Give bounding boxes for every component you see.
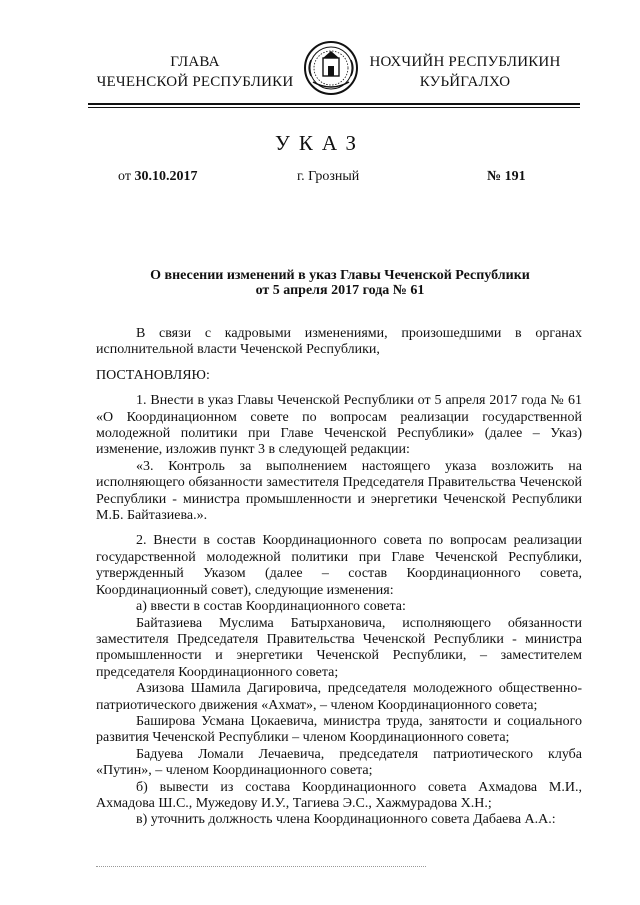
paragraph: б) вывести из состава Координационного совета Ахмадова М.И., Ахмадова Ш.С., Мужедову И.У., Тагиева Э.С., Хажмурадова Х.Н.; xyxy=(96,779,582,811)
date-value: 30.10.2017 xyxy=(134,169,198,184)
paragraph-decree: ПОСТАНОВЛЯЮ: xyxy=(96,367,210,383)
number-prefix: № xyxy=(487,169,502,184)
paragraph: 2. Внести в состав Координационного совета по вопросам реализации государственной молодежной политики при Главе Чеченской Республики, утвержденный Указом (далее – состав Координационного совета, Координационный совет), следующие изменения: xyxy=(96,533,582,598)
header-right-line1: НОХЧИЙН РЕСПУБЛИКИН xyxy=(369,54,561,70)
paragraph: Бадуева Ломали Лечаевича, председателя патриотического клуба «Путин», – членом Координационного совета; xyxy=(96,746,582,779)
paragraph: «3. Контроль за выполнением настоящего указа возложить на исполняющего обязанности заместителя Председателя Правительства Чеченской Республики - министра промышленности и энергетики Чеченской Республики М.Б. Байтазиева.». xyxy=(96,458,582,524)
document-number xyxy=(487,169,526,185)
document-subject xyxy=(80,268,600,298)
subject-line1: О внесении изменений в указ Главы Чеченской Республики xyxy=(150,268,530,283)
paragraph: Байтазиева Муслима Батырхановича, исполняющего обязанности заместителя Председателя Правительства Чеченской Республики - министра промышленности и энергетики Чеченской Республики, – заместителем председателя Координационного совета; xyxy=(96,615,582,680)
number-value: 191 xyxy=(504,169,526,184)
document-title: УКАЗ xyxy=(274,131,366,155)
header-rule-thin xyxy=(88,107,580,108)
paragraph: В связи с кадровыми изменениями, произошедшими в органах исполнительной власти Чеченской Республики, xyxy=(96,326,582,358)
header-left-line1: ГЛАВА xyxy=(170,54,220,70)
date-prefix: от xyxy=(118,169,131,184)
header-left-line2: ЧЕЧЕНСКОЙ РЕСПУБЛИКИ xyxy=(96,74,294,90)
paragraph: 1. Внести в указ Главы Чеченской Республики от 5 апреля 2017 года № 61 «О Координационном совете по вопросам реализации государственной молодежной политики при Главе Чеченской Республики» (далее – Указ) изменение, изложив пункт 3 в следующей редакции: xyxy=(96,393,582,458)
header-right-line2: КУЬЙГАЛХО xyxy=(419,74,511,90)
paragraph: Азизова Шамила Дагировича, председателя молодежного общественно-патриотического движения «Ахмат», – членом Координационного совета; xyxy=(96,681,582,713)
document-body xyxy=(96,326,582,829)
header-right xyxy=(365,52,565,92)
coat-of-arms-icon xyxy=(303,38,359,98)
paragraph: а) ввести в состав Координационного совета: xyxy=(136,599,406,615)
header-left xyxy=(90,52,300,92)
document-city: г. Грозный xyxy=(297,169,360,184)
subject-line2: от 5 апреля 2017 года № 61 xyxy=(255,283,425,298)
footer-print-mark xyxy=(96,866,426,869)
paragraph: Баширова Усмана Цокаевича, министра труда, занятости и социального развития Чеченской Республики – членом Координационного совета; xyxy=(96,713,582,746)
paragraph: в) уточнить должность члена Координационного совета Дабаева А.А.: xyxy=(136,812,556,828)
header-rule-thick xyxy=(88,103,580,105)
document-date xyxy=(118,169,197,185)
